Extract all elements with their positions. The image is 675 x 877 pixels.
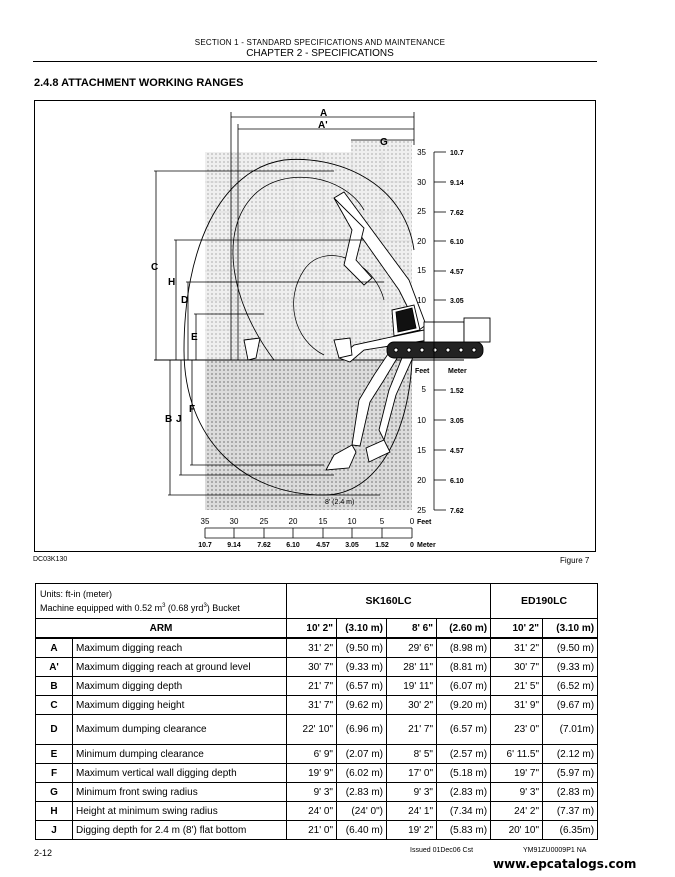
table-row: [36, 745, 598, 764]
dim-letter-d: D: [181, 295, 189, 306]
arm-value: (2.60 m): [437, 619, 491, 639]
row-value: (8.98 m): [437, 638, 491, 658]
row-value: (2.83 m): [437, 783, 491, 802]
bottom-meter-tick: 4.57: [316, 542, 330, 549]
row-value: (5.83 m): [437, 821, 491, 840]
bottom-meter-tick: 1.52: [375, 542, 389, 549]
right-meter-tick: 4.57: [450, 269, 464, 276]
bucket-line: Machine equipped with 0.52 $m^3$ (0.68 yrd$^3$) Bucket: [40, 603, 240, 613]
right-feet-tick: 15: [417, 446, 426, 455]
right-meter-tick: 10.7: [450, 150, 464, 157]
row-description: Maximum digging depth: [73, 677, 287, 696]
header-rule: [33, 61, 597, 62]
bottom-feet-tick: 0: [409, 517, 415, 526]
dim-letter-c: C: [151, 262, 159, 273]
section-title: 2.4.8 ATTACHMENT WORKING RANGES: [34, 77, 244, 89]
right-feet-tick: 35: [417, 148, 426, 157]
row-letter: C: [36, 696, 73, 715]
bottom-feet-tick: 20: [288, 517, 298, 526]
table-row: [36, 764, 598, 783]
right-meter-tick: 6.10: [450, 239, 464, 246]
document-number: YM91ZU0009P1 NA: [523, 847, 587, 854]
row-letter: F: [36, 764, 73, 783]
row-description: Maximum digging reach at ground level: [73, 658, 287, 677]
row-value: 21' 7": [287, 677, 337, 696]
page-number: 2-12: [34, 848, 53, 858]
table-header-row: [36, 584, 598, 619]
row-value: (6.52 m): [543, 677, 598, 696]
bottom-meter-tick: 9.14: [227, 542, 241, 549]
row-letter: J: [36, 821, 73, 840]
row-value: 31' 2": [287, 638, 337, 658]
row-value: 6' 9": [287, 745, 337, 764]
table-row: [36, 802, 598, 821]
row-description: Minimum front swing radius: [73, 783, 287, 802]
row-value: (6.57 m): [437, 715, 491, 745]
right-meter-tick: 4.57: [450, 448, 464, 455]
bottom-feet-tick: 10: [347, 517, 357, 526]
row-value: (9.33 m): [543, 658, 598, 677]
row-value: (6.02 m): [337, 764, 387, 783]
bottom-feet-tick: 35: [200, 517, 210, 526]
row-value: 29' 6": [387, 638, 437, 658]
right-feet-tick: 25: [417, 207, 426, 216]
figure-caption: Figure 7: [560, 556, 590, 565]
bottom-meter-tick: 6.10: [286, 542, 300, 549]
row-value: (9.62 m): [337, 696, 387, 715]
row-value: (2.12 m): [543, 745, 598, 764]
arm-label: ARM: [36, 619, 287, 639]
row-letter: A': [36, 658, 73, 677]
working-range-diagram: [34, 100, 596, 552]
units-cell: [36, 584, 287, 619]
bottom-meter-tick: 3.05: [345, 542, 359, 549]
row-value: (7.34 m): [437, 802, 491, 821]
row-description: Height at minimum swing radius: [73, 802, 287, 821]
table-row: [36, 715, 598, 745]
model-ed190lc: ED190LC: [491, 584, 598, 619]
right-meter-tick: 9.14: [450, 180, 464, 187]
table-row: [36, 677, 598, 696]
table-row: [36, 638, 598, 658]
row-description: Maximum vertical wall digging depth: [73, 764, 287, 783]
bottom-feet-tick: 15: [318, 517, 328, 526]
row-value: 8' 5": [387, 745, 437, 764]
row-value: 20' 10": [491, 821, 543, 840]
meter-label-right: Meter: [448, 368, 467, 375]
row-value: (7.37 m): [543, 802, 598, 821]
section-header: SECTION 1 - STANDARD SPECIFICATIONS AND MAINTENANCE: [194, 38, 446, 47]
row-letter: B: [36, 677, 73, 696]
bottom-feet-tick: 30: [229, 517, 239, 526]
right-meter-tick: 7.62: [450, 508, 464, 515]
row-value: 21' 7": [387, 715, 437, 745]
row-value: (5.97 m): [543, 764, 598, 783]
arm-value: 10' 2": [491, 619, 543, 639]
dim-letter-g: G: [380, 137, 388, 148]
right-feet-tick: 5: [421, 385, 426, 394]
right-feet-tick: 30: [417, 178, 426, 187]
row-value: 22' 10": [287, 715, 337, 745]
arm-value: (3.10 m): [543, 619, 598, 639]
row-value: 9' 3": [287, 783, 337, 802]
row-value: 19' 9": [287, 764, 337, 783]
row-value: 19' 11": [387, 677, 437, 696]
row-value: 9' 3": [387, 783, 437, 802]
row-value: 30' 2": [387, 696, 437, 715]
row-value: 24' 1": [387, 802, 437, 821]
dim-letter-f: F: [189, 404, 196, 415]
row-value: (2.83 m): [543, 783, 598, 802]
bottom-meter-tick: 7.62: [257, 542, 271, 549]
row-value: (6.40 m): [337, 821, 387, 840]
arm-value: (3.10 m): [337, 619, 387, 639]
row-value: 31' 9": [491, 696, 543, 715]
excavator-body: [387, 305, 490, 358]
right-meter-tick: 3.05: [450, 418, 464, 425]
row-value: (9.50 m): [337, 638, 387, 658]
row-value: 24' 0": [287, 802, 337, 821]
row-description: Digging depth for 2.4 m (8') flat bottom: [73, 821, 287, 840]
row-description: Maximum digging reach: [73, 638, 287, 658]
table-row: [36, 783, 598, 802]
right-feet-tick: 10: [417, 296, 426, 305]
chapter-header: CHAPTER 2 - SPECIFICATIONS: [246, 48, 394, 59]
dim-letter-a-prime: A': [318, 120, 328, 131]
arm-row: [36, 619, 598, 639]
table-row: [36, 821, 598, 840]
bottom-feet-tick: 5: [379, 517, 385, 526]
row-value: 9' 3": [491, 783, 543, 802]
row-value: (2.57 m): [437, 745, 491, 764]
row-value: (2.07 m): [337, 745, 387, 764]
right-meter-tick: 3.05: [450, 298, 464, 305]
dim-letter-j: J: [176, 414, 182, 425]
row-value: 6' 11.5": [491, 745, 543, 764]
row-value: 21' 0": [287, 821, 337, 840]
table-row: [36, 696, 598, 715]
row-description: Minimum dumping clearance: [73, 745, 287, 764]
row-value: 31' 7": [287, 696, 337, 715]
row-value: (8.81 m): [437, 658, 491, 677]
row-value: 30' 7": [491, 658, 543, 677]
dim-letter-a: A: [320, 108, 328, 119]
right-feet-tick: 10: [417, 416, 426, 425]
right-meter-tick: 6.10: [450, 478, 464, 485]
right-feet-tick: 20: [417, 476, 426, 485]
right-feet-tick: 15: [417, 266, 426, 275]
row-value: (7.01m): [543, 715, 598, 745]
dim-letter-h: H: [168, 277, 176, 288]
feet-label-bottom: Feet: [417, 519, 432, 526]
row-value: (2.83 m): [337, 783, 387, 802]
right-meter-tick: 7.62: [450, 210, 464, 217]
arm-value: 10' 2": [287, 619, 337, 639]
right-meter-tick: 1.52: [450, 388, 464, 395]
row-value: 23' 0": [491, 715, 543, 745]
row-value: (9.33 m): [337, 658, 387, 677]
meter-label-bottom: Meter: [417, 542, 436, 549]
row-value: (6.35m): [543, 821, 598, 840]
model-sk160lc: SK160LC: [287, 584, 491, 619]
row-value: 24' 2": [491, 802, 543, 821]
row-value: (24' 0"): [337, 802, 387, 821]
issued-date: Issued 01Dec06 Cst: [410, 847, 474, 854]
row-value: (9.50 m): [543, 638, 598, 658]
specifications-table: [35, 583, 598, 840]
row-description: Maximum dumping clearance: [73, 715, 287, 745]
right-feet-tick: 20: [417, 237, 426, 246]
bottom-meter-tick: 10.7: [198, 542, 212, 549]
row-value: (5.18 m): [437, 764, 491, 783]
row-value: (6.07 m): [437, 677, 491, 696]
flat-bottom-label: 8' (2.4 m): [325, 499, 355, 506]
row-value: 30' 7": [287, 658, 337, 677]
row-letter: E: [36, 745, 73, 764]
row-value: 31' 2": [491, 638, 543, 658]
figure-code: DC03K130: [33, 556, 68, 563]
row-value: (6.57 m): [337, 677, 387, 696]
row-value: 19' 2": [387, 821, 437, 840]
units-line: Units: ft-in (meter): [40, 589, 113, 599]
row-value: 21' 5": [491, 677, 543, 696]
row-value: 19' 7": [491, 764, 543, 783]
row-letter: G: [36, 783, 73, 802]
row-value: (6.96 m): [337, 715, 387, 745]
row-value: 28' 11": [387, 658, 437, 677]
row-letter: A: [36, 638, 73, 658]
right-feet-tick: 25: [417, 506, 426, 515]
row-letter: H: [36, 802, 73, 821]
dim-letter-b: B: [165, 414, 173, 425]
row-value: (9.20 m): [437, 696, 491, 715]
row-value: (9.67 m): [543, 696, 598, 715]
table-row: [36, 658, 598, 677]
feet-label-right: Feet: [415, 368, 430, 375]
row-description: Maximum digging height: [73, 696, 287, 715]
bottom-meter-tick: 0: [410, 542, 414, 549]
watermark: www.epcatalogs.com: [493, 857, 637, 871]
bottom-feet-tick: 25: [259, 517, 269, 526]
dim-letter-e: E: [191, 332, 198, 343]
row-letter: D: [36, 715, 73, 745]
row-value: 17' 0": [387, 764, 437, 783]
arm-value: 8' 6": [387, 619, 437, 639]
